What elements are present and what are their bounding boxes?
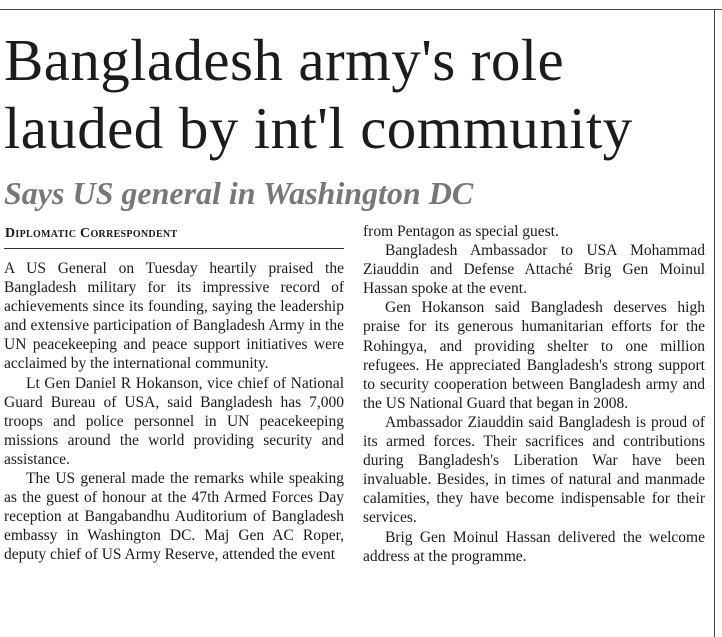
- right-column: [363, 222, 705, 566]
- paragraph: Gen Hokanson said Bangladesh deserves high praise for its generous humanitarian efforts for the Rohingya, and providing shelter to one million refugees. He appreciated Bangladesh's strong support to security cooperation between Bangladesh army and the US National Guard that began in 2008.: [363, 299, 705, 412]
- byline: Diplomatic Correspondent: [5, 226, 178, 241]
- byline-rule: [4, 248, 344, 249]
- paragraph: Bangladesh Ambassador to USA Mohammad Ziauddin and Defense Attaché Brig Gen Moinul Hassan spoke at the event.: [363, 242, 705, 298]
- headline: Bangladesh army's role lauded by int'l community: [4, 27, 633, 161]
- paragraph: Ambassador Ziauddin said Bangladesh is proud of its armed forces. Their sacrifices and contributions during Bangladesh's Liberation War have been invaluable. Besides, in times of natural and manmade calamities, they have become indispensable for their services.: [363, 413, 705, 527]
- left-column: [4, 259, 344, 565]
- top-rule: [0, 9, 722, 10]
- paragraph: Lt Gen Daniel R Hokanson, vice chief of National Guard Bureau of USA, said Bangladesh has 7,000 troops and police personnel in UN peacekeeping missions around the world providing security and assistance.: [4, 374, 344, 468]
- subheadline: Says US general in Washington DC: [4, 175, 474, 211]
- paragraph: A US General on Tuesday heartily praised the Bangladesh military for its impressive record of achievements since its founding, saying the leadership and extensive participation of Bangladesh Army in the UN peacekeeping and peace support initiatives were acclaimed by the international community.: [4, 260, 344, 373]
- column-divider-rule: [714, 9, 715, 637]
- paragraph: The US general made the remarks while speaking as the guest of honour at the 47th Armed Forces Day reception at Bangabandhu Auditorium of Bangladesh embassy in Washington DC. Maj Gen AC Roper, deputy chief of US Army Reserve, attended the event: [4, 470, 344, 564]
- paragraph-continuation: from Pentagon as special guest.: [363, 223, 559, 240]
- paragraph: Brig Gen Moinul Hassan delivered the welcome address at the programme.: [363, 528, 705, 565]
